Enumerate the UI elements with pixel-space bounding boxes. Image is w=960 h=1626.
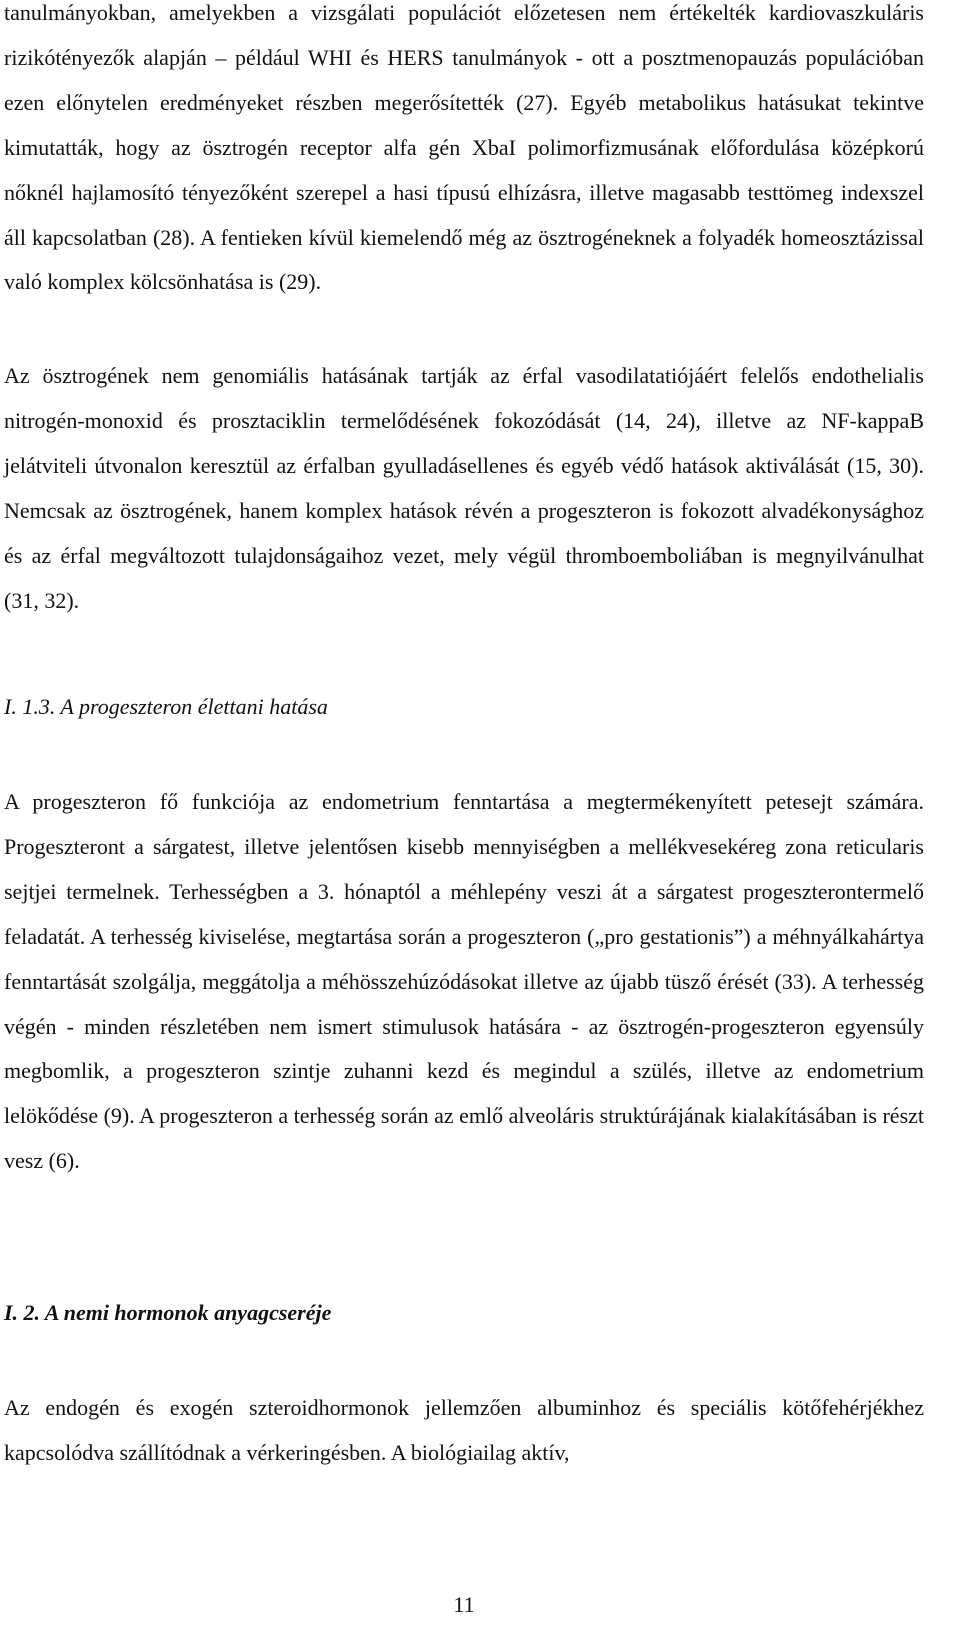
page-number: 11 — [453, 1592, 475, 1617]
paragraph-progesterone-function: A progeszteron fő funkciója az endometrium fenntartása a megtermékenyített petesejt számára. Progeszteront a sárgatest, illetve jelentősen kisebb mennyiségben a mellékvesekéreg zona reticularis sejtjei termelnek. Terhességben a 3. hónaptól a méhlepény veszi át a sárgatest progeszterontermelő feladatát. A terhesség kiviselése, megtartása során a progeszteron („pro gestationis”) a méhnyálkahártya fenntartását szolgálja, meggátolja a méhösszehúzódásokat illetve az újabb tüsző érését (33). A terhesség végén - minden részletében nem ismert stimulusok hatására - az ösztrogén-progeszteron egyensúly megbomlik, a progeszteron szintje zuhanni kezd és megindul a szülés, illetve az endometrium lelökődése (9). A progeszteron a terhesség során az emlő alveoláris struktúrájának kialakításában is részt vesz (6). — [4, 789, 925, 1174]
section-heading-hormone-metabolism: I. 2. A nemi hormonok anyagcseréje — [4, 1300, 332, 1325]
paragraph-estrogen-nongenomic: Az ösztrogének nem genomiális hatásának tartják az érfal vasodilatatiójáért felelős endothelialis nitrogén-monoxid és prosztaciklin termelődésének fokozódását (14, 24), illetve az NF-kappaB jelátviteli útvonalon keresztül az érfalban gyulladásellenes és egyéb védő hatások aktiválását (15, 30). Nemcsak az ösztrogének, hanem komplex hatások révén a progeszteron is fokozott alvadékonysághoz és az érfal megváltozott tulajdonságaihoz vezet, mely végül thromboemboliában is megnyilvánulhat (31, 32). — [4, 363, 924, 613]
section-heading-progesterone: I. 1.3. A progeszteron élettani hatása — [4, 694, 328, 719]
paragraph-estrogen-metabolic: tanulmányokban, amelyekben a vizsgálati populációt előzetesen nem értékelték kardiovaszkuláris rizikótényezők alapján – például WHI és HERS tanulmányok - ott a posztmenopauzás populációban ezen előnytelen eredményeket részben megerősítették (27). Egyéb metabolikus hatásukat tekintve kimutatták, hogy az ösztrogén receptor alfa gén XbaI polimorfizmusának előfordulása középkorú nőknél hajlamosító tényezőként szerepel a hasi típusú elhízásra, illetve magasabb testtömeg indexszel áll kapcsolatban (28). A fentieken kívül kiemelendő még az ösztrogéneknek a folyadék homeosztázissal való komplex kölcsönhatása is (29). — [4, 0, 924, 295]
paragraph-steroid-transport: Az endogén és exogén szteroidhormonok jellemzően albuminhoz és speciális kötőfehérjékhez kapcsolódva szállítódnak a vérkeringésben. A biológiailag aktív, — [4, 1395, 924, 1465]
